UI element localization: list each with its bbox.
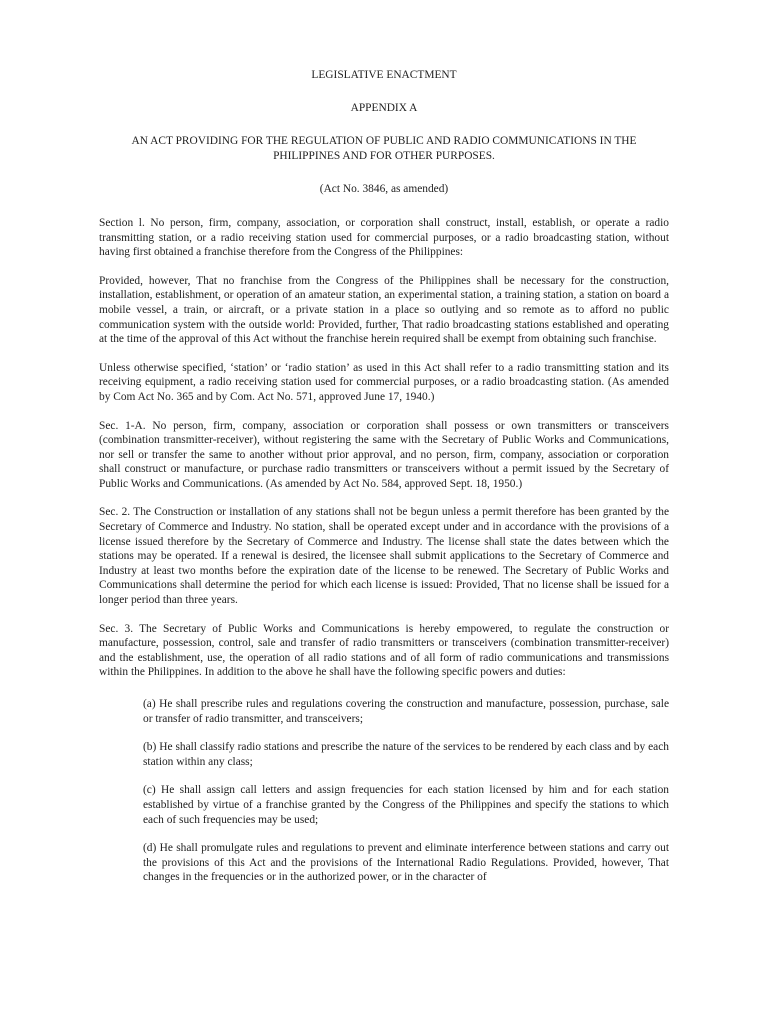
list-item-b: (b) He shall classify radio stations and prescribe the nature of the services to be rendered by each class and by each station within any class; xyxy=(143,741,669,768)
act-title: AN ACT PROVIDING FOR THE REGULATION OF PUBLIC AND RADIO COMMUNICATIONS IN THE PHILIPPINES AND FOR OTHER PURPOSES. xyxy=(131,135,637,162)
list-item-d: (d) He shall promulgate rules and regulations to prevent and eliminate interference between stations and carry out the provisions of this Act and the provisions of the International Radio Regulations. Provided, however, That changes in the frequencies or in the authorized power, or in the character of xyxy=(143,842,669,884)
section-3-paragraph: Sec. 3. The Secretary of Public Works and Communications is hereby empowered, to regulate the construction or manufacture, possession, control, sale and transfer of radio transmitters or transceivers (combination transmitter-receiver) and the establishment, use, the operation of all radio stations and of all form of radio communications and transmissions within the Philippines. In addition to the above he shall have the following specific powers and duties: xyxy=(99,622,669,679)
proviso-paragraph: Provided, however, That no franchise from the Congress of the Philippines shall be necessary for the construction, installation, establishment, or operation of an amateur station, an experimental station, a training station, a station on board a mobile vessel, a train, or aircraft, or a private station in a place so outlying and so remote as to afford no public communication system with the outside world: Provided, further, That radio broadcasting stations established and operating at the time of the approval of this Act without the franchise herein required shall be exempt from obtaining such franchise. xyxy=(99,274,669,346)
list-item-a: (a) He shall prescribe rules and regulations covering the construction and manufacture, possession, purchase, sale or transfer of radio transmitter, and transceivers; xyxy=(143,698,669,725)
act-number: (Act No. 3846, as amended) xyxy=(319,183,449,196)
document-page xyxy=(99,64,669,885)
section-2-paragraph: Sec. 2. The Construction or installation of any stations shall not be begun unless a permit therefore has been granted by the Secretary of Commerce and Industry. No station, shall be operated except under and in accordance with the provisions of a license issued therefore by the Secretary of Commerce and Industry. The license shall state the dates between which the stations may be operated. If a renewal is desired, the licensee shall submit applications to the Secretary of Commerce and Industry at least two months before the expiration date of the license to be renewed. The Secretary of Public Works and Communications shall determine the period for which each license is issued: Provided, That no license shall be issued for a longer period than three years. xyxy=(99,506,669,607)
section-1-paragraph: Section l. No person, firm, company, association, or corporation shall construct, install, establish, or operate a radio transmitting station, or a radio receiving station used for commercial purposes, or a radio broadcasting station, without having first obtained a franchise therefore from the Congress of the Philippines: xyxy=(99,216,669,259)
definition-paragraph: Unless otherwise specified, ‘station’ or ‘radio station’ as used in this Act shall refer to a radio transmitting station and its receiving equipment, a radio receiving station used for commercial purposes, or a radio broadcasting station. (As amended by Com Act No. 365 and by Com. Act No. 571, approved June 17, 1940.) xyxy=(99,361,669,403)
list-item-c: (c) He shall assign call letters and assign frequencies for each station licensed by him and for each station established by virtue of a franchise granted by the Congress of the Philippines and specify the stations to which each of such frequencies may be used; xyxy=(143,784,669,826)
appendix-label: APPENDIX A xyxy=(350,101,418,114)
section-1a-paragraph: Sec. 1-A. No person, firm, company, association or corporation shall possess or own transmitters or transceivers (combination transmitter-receiver), without registering the same with the Secretary of Public Works and Communications, nor sell or transfer the same to another without prior approval, and no person, firm, company, association or corporation shall construct or manufacture, or purchase radio transmitters or transceivers without a permit issued by the Secretary of Public Works and Communications. (As amended by Act No. 584, approved Sept. 18, 1950.) xyxy=(99,419,669,490)
document-heading: LEGISLATIVE ENACTMENT xyxy=(311,69,457,81)
